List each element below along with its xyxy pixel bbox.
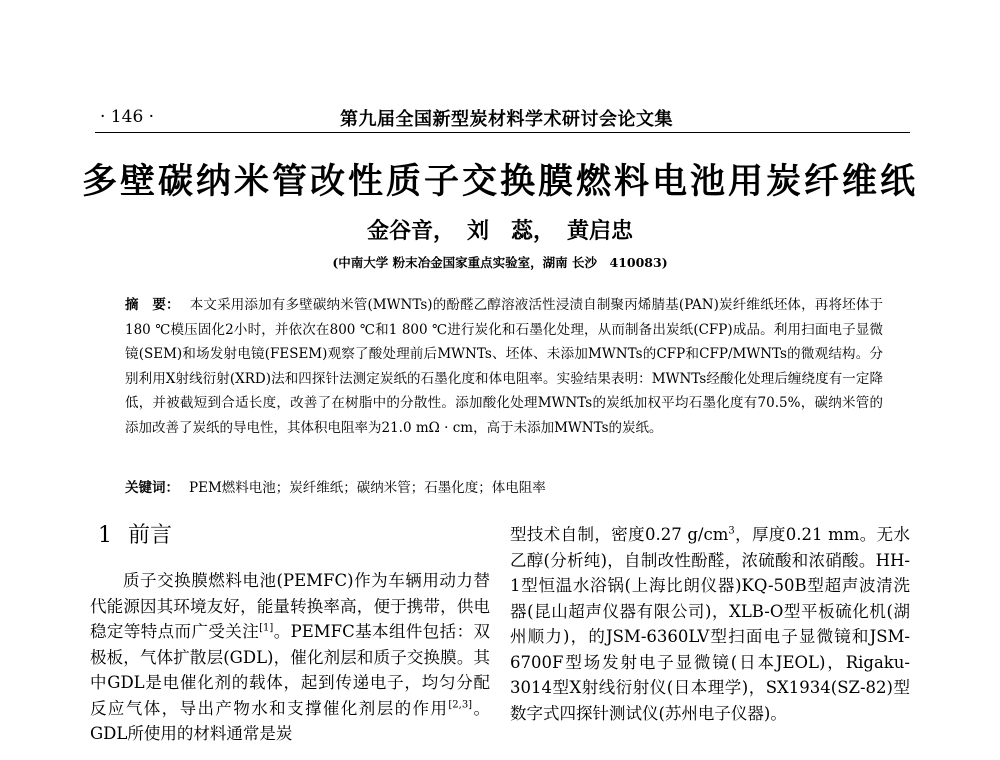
text-run: 。GDL所使用的材料通常是炭: [90, 698, 491, 743]
citation: [1]: [259, 622, 274, 634]
author-3: 黄启忠: [567, 218, 634, 244]
superscript: 3: [728, 525, 735, 537]
abstract-text: 本文采用添加有多壁碳纳米管(MWNTs)的酚醛乙醇溶液活性浸渍自制聚丙烯腈基(PAN)炭纤维纸坯体，再将坯体于180 ℃模压固化2小时，并依次在800 ℃和1 800 ℃进行炭化和石墨化处理，从而制备出炭纸(CFP)成品。利用扫面电子显微镜(SEM)和场发射电镜(FESEM)观察了酸处理前后MWNTs、坯体、未添加MWNTs的CFP和CFP/MWNTs的微观结构。分别利用X射线衍射(XRD)法和四探针法测定炭纸的石墨化度和体电阻率。实验结果表明：MWNTs经酸化处理后缠绕度有一定降低，并被截短到合适长度，改善了在树脂中的分散性。添加酸化处理MWNTs的炭纸加权平均石墨化度有70.5%，碳纳米管的添加改善了炭纸的导电性，其体积电阻率为21.0 mΩ · cm，高于未添加MWNTs的炭纸。: [125, 297, 884, 436]
abstract: [125, 293, 883, 440]
header-rule: [95, 132, 910, 133]
text-run: 。PEMFC基本组件包括：双极板，气体扩散层(GDL)，催化剂层和质子交换膜。其中GDL是电催化剂的载体，起到传递电子，均匀分配反应气体，导出产物水和支撑催化剂层的作用: [90, 622, 490, 718]
keywords: [125, 476, 883, 496]
author-1: 金谷音，: [366, 218, 455, 244]
paper-title: 多壁碳纳米管改性质子交换膜燃料电池用炭纤维纸: [81, 161, 918, 202]
section-heading: [98, 518, 172, 549]
page-number: · 146 ·: [100, 107, 155, 127]
materials-paragraph: [510, 522, 910, 726]
keywords-text: PEM燃料电池；炭纤维纸；碳纳米管；石墨化度；体电阻率: [189, 480, 546, 496]
abstract-label: 摘 要：: [125, 297, 180, 313]
intro-paragraph: [90, 568, 490, 747]
section-number: 1: [98, 523, 112, 548]
keywords-label: 关键词：: [125, 480, 179, 496]
citation: [2,3]: [448, 699, 473, 710]
text-run: ，厚度0.21 mm。无水乙醇(分析纯)，自制改性酚醛，浓硫酸和浓硝酸。HH-1型恒温水浴锅(上海比朗仪器)KQ-50B型超声波清洗器(昆山超声仪器有限公司)，XLB-O型平板硫化机(湖州顺力)，的JSM-6360LV型扫面电子显微镜和JSM-6700F型场发射电子显微镜(日本JEOL)，Rigaku-3014型X射线衍射仪(日本理学)，SX1934(SZ-82)型数字式四探针测试仪(苏州电子仪器)。: [510, 525, 910, 723]
author-2: 刘 蕊，: [466, 218, 555, 244]
section-title: 前言: [128, 523, 173, 548]
journal-title: 第九届全国新型炭材料学术研讨会论文集: [340, 109, 673, 130]
affiliation: (中南大学 粉末冶金国家重点实验室，湖南 长沙 410083): [332, 255, 668, 270]
text-run: 质子交换膜燃料电池(PEMFC)作为车辆用动力替代能源因其环境友好，能量转换率高，便于携带，供电稳定等特点而广受关注: [90, 571, 490, 641]
left-column: [90, 568, 490, 747]
right-column: [510, 522, 910, 726]
text-run: 型技术自制，密度0.27 g/cm: [510, 525, 729, 544]
authors: [0, 214, 1000, 245]
